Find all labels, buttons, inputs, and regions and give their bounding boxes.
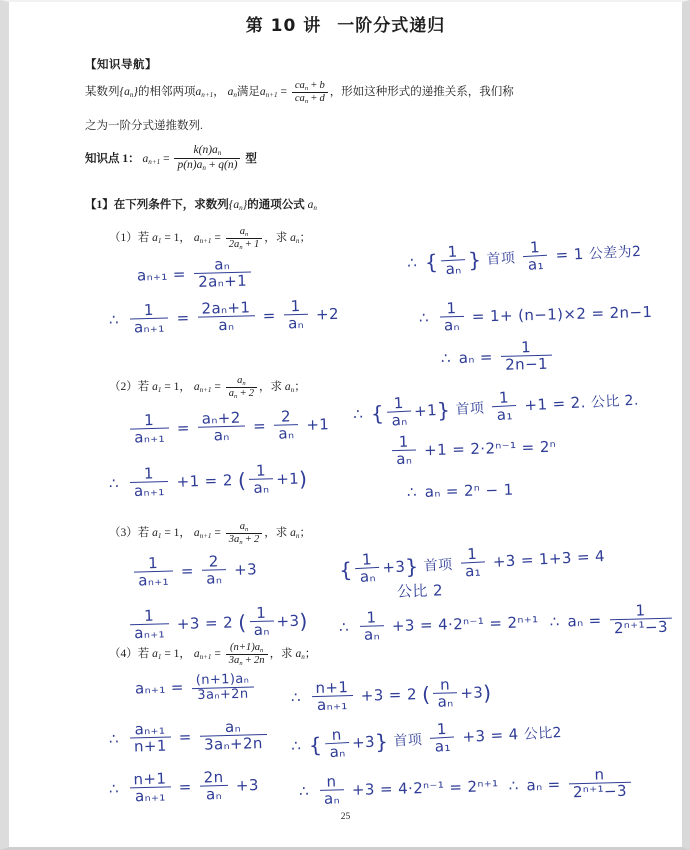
problem-2-number: （2）	[109, 381, 138, 394]
hw-p3-r1-f-den: a₁	[461, 562, 486, 580]
hw-p3-line2: $\frac{1}{\text{aₙ₊₁}}$ +3 = 2 ( $\frac{1}{\text{aₙ}}$ +3)	[127, 604, 309, 642]
hw-p1-r2-therefore: ∴	[418, 308, 429, 327]
hw-p1-r2-rhs: = 1+ (n−1)×2 = 2n−1	[471, 302, 653, 326]
hw-p1-r1-f-num: 1	[529, 238, 541, 257]
page-title	[9, 11, 682, 36]
hw-p3-r1-set-den: aₙ	[355, 567, 380, 585]
page-sheet	[9, 2, 682, 847]
hw-p1-r1-f-den: a₁	[523, 255, 548, 273]
hw-p4-l3-f2	[199, 769, 228, 803]
hw-p2-l1-f1-num: 1	[143, 410, 155, 430]
hw-p1-l1-den: 2aₙ+1	[194, 272, 251, 291]
hw-p1-right-line3	[441, 339, 556, 375]
hw-p2-l1-f2-den: aₙ	[198, 426, 245, 444]
hw-p2-l1-f1-den: aₙ₊₁	[130, 428, 169, 446]
hw-p2-l2-f1-num: 1	[143, 464, 155, 483]
hw-p3-l2-f1-num: 1	[143, 606, 155, 625]
exercise-stem: 【1】在下列条件下，求数列$\{a_n\}$的通项公式 $a_n$	[85, 199, 317, 212]
hw-p3-r2-f-num: 1	[366, 608, 377, 627]
hw-p2-r1-set	[386, 394, 412, 429]
guide-text-a: 某数列	[85, 86, 120, 99]
problem-3-qiu: ，求	[264, 527, 288, 540]
hw-p2-l1-f3-den: aₙ	[274, 424, 298, 442]
hw-p2-right-line2	[389, 430, 557, 468]
hw-p3-r2-therefore: ∴	[338, 618, 349, 637]
hw-p1-line2	[109, 297, 340, 336]
hw-p1-l2-tail: +2	[315, 304, 340, 324]
problem-2-end: ；	[294, 381, 306, 394]
hw-p4-r2-set-den: aₙ	[325, 742, 350, 760]
hw-p3-r3-lhs: aₙ =	[567, 611, 602, 631]
problem-4-ruo: 若	[137, 648, 150, 661]
hw-p4-r3-therefore: ∴	[298, 782, 309, 801]
guide-text-e: ，形如这种形式的递推关系，我们称	[329, 86, 514, 99]
hw-p3-r3-therefore: ∴	[549, 612, 560, 631]
hw-p4-r3-f	[319, 773, 344, 807]
hw-p2-right-line3	[407, 481, 514, 502]
hw-p1-l1-lead: aₙ₊₁ =	[136, 265, 187, 285]
problem-4-number: （4）	[109, 648, 138, 661]
problem-1-number: （1）	[109, 232, 138, 245]
hw-p1-r2-f-num: 1	[446, 299, 457, 318]
hw-p4-r2-f	[429, 721, 455, 756]
hw-p1-r1-f	[523, 239, 549, 274]
exercise-tag: 【1】	[85, 199, 114, 211]
hw-p4-r3-therefore2: ∴	[508, 776, 519, 795]
problem-1-end: ；	[299, 232, 311, 245]
hw-p1-l2-f3-num: 1	[290, 296, 301, 316]
hw-p1-l2-f3	[283, 298, 308, 332]
hw-p3-right-ratio: 公比 2	[396, 581, 444, 601]
hw-p4-l2-f2-num: aₙ	[224, 717, 242, 737]
hw-p3-l2-f1	[130, 607, 170, 641]
hw-p4-r2-set	[324, 726, 350, 761]
hw-p4-r1-mid: +3 = 2	[360, 685, 418, 705]
hw-p3-l2-f2-num: 1	[256, 603, 267, 622]
hw-p4-r3-ans	[568, 766, 631, 801]
hw-p4-r2-cn1: 首项	[393, 732, 423, 750]
hw-p2-r1-eq: +1 = 2.	[524, 393, 587, 415]
problem-2-qiu: ，求	[259, 381, 282, 394]
knowledge-point-suffix: 型	[245, 152, 257, 165]
hw-p4-l1-num: (n+1)aₙ	[195, 671, 250, 688]
hw-p4-r3-num: n	[594, 765, 605, 784]
knowledge-point-fraction: $\frac{k(n)a_n}{p(n)a_n + q(n)}$	[174, 144, 240, 173]
hw-p4-l1-lead: aₙ₊₁ =	[134, 678, 185, 698]
hw-p2-l1-eq1: =	[176, 418, 191, 438]
hw-p4-r2-set-tail: +3	[351, 732, 376, 752]
hw-p3-l1-f2-den: aₙ	[202, 569, 226, 587]
guide-text-c: ，	[213, 86, 225, 99]
hw-p4-l3-f2-den: aₙ	[200, 785, 228, 803]
hw-p2-r3-rhs: aₙ = 2ⁿ − 1	[424, 480, 514, 501]
hw-p4-r1-f1-den: aₙ₊₁	[312, 695, 353, 713]
hw-p1-r3-therefore: ∴	[440, 349, 451, 368]
hw-p2-r2-f	[392, 433, 417, 467]
problem-3-fraction: $\frac{a_n}{3a_n + 2}$	[226, 521, 263, 546]
guide-fraction: $\frac{ca_n + b}{ca_n + d}$	[292, 80, 328, 105]
hw-p1-r1-cn1: 首项	[486, 250, 516, 268]
problem-1-statement: （1）若 $a_1 = 1$， $a_{n+1}$ = $\frac{a_n}{2a_n + 1}$ ，求 $a_n$；	[109, 226, 311, 251]
hw-p4-r2-set-num: n	[331, 725, 343, 744]
hw-p3-r2-f-den: aₙ	[360, 625, 384, 643]
hw-p4-r3-den: 2ⁿ⁺¹−3	[569, 782, 631, 801]
hw-p2-r2-f-num: 1	[398, 432, 409, 451]
hw-p1-r1-cn2: 公差为2	[588, 243, 642, 263]
hw-p2-r1-f-num: 1	[498, 388, 510, 407]
hw-p4-r3-rhs: +3 = 4·2ⁿ⁻¹ = 2ⁿ⁺¹	[351, 777, 499, 799]
hw-p1-r1-set	[440, 243, 466, 278]
hw-p3-right-line2	[339, 602, 675, 644]
hw-p3-l1-f2-num: 2	[208, 552, 219, 571]
hw-p1-right-line2	[419, 295, 653, 334]
title-prefix: 第 10 讲	[245, 16, 322, 36]
hw-p1-l2-f2	[197, 299, 255, 334]
hw-p4-right-line3	[299, 766, 634, 808]
hw-p3-r3-f	[609, 602, 672, 637]
problem-4-statement: （4）若 $a_1 = 1$， $a_{n+1}$ = $\frac{(n+1)a_n}{3a_n + 2n}$ ，求 $a_n$；	[109, 642, 317, 667]
hw-p4-l2-f2	[199, 718, 267, 753]
problem-3-ruo: 若	[137, 527, 150, 540]
hw-p4-right-line1: ∴ $\frac{n+1}{\text{aₙ₊₁}}$ +3 = 2 ( $\frac{n}{\text{aₙ}}$ +3)	[290, 675, 492, 715]
hw-p4-l1-den: 3aₙ+2n	[192, 687, 254, 704]
hw-p1-r2-f-den: aₙ	[440, 316, 464, 334]
hw-p4-r3-f-num: n	[326, 772, 337, 791]
hw-p1-r3-lhs: aₙ =	[458, 348, 494, 367]
hw-p1-l2-f1	[129, 301, 169, 335]
hw-p4-l3-therefore: ∴	[108, 779, 119, 798]
problem-1-qiu: ，求	[264, 232, 288, 245]
hw-p2-l1-f2-num: aₙ+2	[201, 408, 241, 428]
problem-1-ruo: 若	[137, 232, 150, 245]
hw-p4-right-line2: ∴ { $\frac{n}{\text{aₙ}}$ +3} 首项 $\frac{1}{\text{a₁}}$ +3 = 4 公比2	[290, 719, 563, 762]
hw-p4-l1-f	[192, 672, 254, 703]
hw-p2-r1-set-den: aₙ	[387, 411, 412, 429]
hw-p3-r2-f	[359, 609, 384, 643]
guide-heading: 【知识导航】	[85, 59, 157, 71]
hw-p1-l2-f2-den: aₙ	[198, 315, 255, 334]
hw-p1-l2-f2-num: 2aₙ+1	[201, 298, 251, 318]
guide-paragraph-line1: 某数列$\{a_n\}$的相邻两项$a_{n+1}$， $a_n$满足$a_{n+1}$ = $\frac{ca_n + b}{ca_n + d}$ ，形如这种形式的递推关系，我们称	[85, 80, 514, 105]
hw-p4-r1-f2-num: n	[439, 675, 451, 694]
hw-p2-r1-therefore: ∴	[352, 404, 364, 424]
hw-p2-line2: ∴ $\frac{1}{\text{aₙ₊₁}}$ +1 = 2 ( $\frac{1}{\text{aₙ}}$ +1)	[108, 461, 308, 501]
hw-p3-r1-set-num: 1	[361, 550, 373, 569]
hw-p2-l1-tail: +1	[306, 415, 330, 434]
hw-p1-r1-set-num: 1	[447, 242, 459, 261]
hw-p4-r2-f-num: 1	[436, 719, 448, 739]
hw-p3-r3-den: 2ⁿ⁺¹−3	[610, 618, 672, 637]
hw-p1-l2-f1-den: aₙ₊₁	[130, 318, 169, 336]
hw-p4-l3-tail: +3	[235, 775, 260, 795]
hw-p2-r1-cn1: 首项	[455, 400, 485, 419]
hw-p4-l3-eq: =	[178, 777, 192, 797]
hw-p3-l1-f1-den: aₙ₊₁	[134, 571, 173, 589]
hw-p1-l2-eq1: =	[176, 308, 190, 328]
hw-p3-r1-f-num: 1	[466, 544, 478, 564]
hw-p3-l1-f1	[134, 555, 174, 589]
hw-p2-r3-therefore: ∴	[406, 483, 417, 502]
problem-4-qiu: ，求	[269, 648, 293, 661]
hw-p3-right-line1: { $\frac{1}{\text{aₙ}}$ +3} 首项 $\frac{1}{\text{a₁}}$ +3 = 1+3 = 4	[338, 544, 606, 587]
hw-p3-l2-tail: +3	[276, 611, 300, 631]
hw-p2-l1-f3-num: 2	[280, 407, 292, 426]
hw-p1-r2-f	[439, 300, 464, 334]
hw-p4-r2-cn2: 公比2	[523, 724, 563, 743]
hw-p4-r1-f1-num: n+1	[315, 678, 349, 697]
hw-p2-l2-f1	[129, 465, 169, 499]
hw-p4-r1-therefore: ∴	[290, 688, 301, 707]
hw-p1-l2-f1-num: 1	[143, 300, 155, 320]
hw-p1-r1-therefore: ∴	[406, 253, 418, 273]
hw-p3-r1-cn1: 首项	[423, 556, 453, 575]
hw-p4-r2-f-den: a₁	[430, 737, 455, 755]
hw-p4-l3-f1	[129, 770, 171, 804]
hw-p3-l1-f1-num: 1	[147, 553, 159, 573]
hw-p4-r3-f-den: aₙ	[320, 789, 344, 807]
hw-p4-l3-f2-num: 2n	[203, 767, 224, 787]
hw-p4-l2-eq: =	[178, 727, 192, 747]
hw-p4-l2-f1	[129, 720, 171, 754]
hw-p4-l3-f1-den: aₙ₊₁	[130, 787, 171, 805]
hw-p2-l1-eq2: =	[252, 416, 267, 436]
exercise-stem-b: 的通项公式	[247, 199, 305, 211]
hw-p3-r3-num: 1	[635, 601, 646, 620]
hw-p4-r1-f1	[311, 679, 353, 713]
hw-p2-line1	[127, 407, 330, 446]
hw-p2-right-line1: ∴ { $\frac{1}{\text{aₙ}}$ +1} 首项 $\frac{1}{\text{a₁}}$ +1 = 2. 公比 2.	[352, 388, 640, 430]
hw-p1-l2-eq2: =	[262, 306, 276, 325]
hw-p3-r2-rhs: +3 = 4·2ⁿ⁻¹ = 2ⁿ⁺¹	[391, 613, 539, 635]
hw-p1-l2-therefore: ∴	[108, 310, 119, 329]
hw-p4-l2-f1-den: n+1	[130, 737, 171, 755]
hw-p4-r1-f2-den: aₙ	[433, 692, 457, 710]
page-number: 25	[340, 812, 351, 822]
hw-p3-l1-tail: +3	[233, 560, 258, 579]
problem-2-statement: （2）若 $a_1 = 1$， $a_{n+1}$ = $\frac{a_n}{a_n + 2}$ ，求 $a_n$；	[109, 375, 306, 400]
hw-p1-r1-set-den: aₙ	[441, 259, 466, 277]
title-main: 一阶分式递归	[337, 16, 446, 36]
hw-p4-l2-f2-den: 3aₙ+2n	[200, 734, 267, 753]
hw-p4-l3-f1-num: n+1	[133, 769, 167, 789]
hw-p3-l1-eq: =	[180, 561, 195, 581]
hw-p2-l2-mid: +1 = 2	[176, 471, 233, 491]
hw-p2-r1-cn2: 公比 2.	[590, 392, 640, 411]
problem-3-end: ；	[299, 527, 311, 540]
hw-p4-line1	[135, 672, 257, 704]
hw-p2-l2-tail: +1	[275, 469, 300, 489]
knowledge-point-1: 知识点 1： $a_{n+1}$ = $\frac{k(n)a_n}{p(n)a_n + q(n)}$ 型	[85, 144, 257, 172]
hw-p2-l1-f3	[274, 408, 299, 442]
hw-p3-l2-f2-den: aₙ	[250, 621, 274, 639]
knowledge-point-label: 知识点 1：	[85, 152, 140, 165]
hw-p1-r3-num: 1	[520, 338, 532, 357]
hw-p1-right-line1: ∴ { $\frac{1}{\text{aₙ}}$ } 首项 $\frac{1}{\text{a₁}}$ = 1 公差为2	[406, 238, 642, 279]
guide-text-b: 的相邻两项	[138, 86, 196, 99]
hw-p2-r1-f-den: a₁	[492, 405, 517, 423]
hw-p2-l2-f2-den: aₙ	[249, 478, 273, 496]
hw-p3-l2-f1-den: aₙ₊₁	[130, 623, 169, 641]
hw-p4-l2-therefore: ∴	[108, 729, 119, 749]
problem-3-number: （3）	[109, 527, 138, 540]
hw-p1-r1-eq: = 1	[555, 244, 585, 265]
hw-p3-r1-set	[355, 551, 381, 586]
problem-4-end: ；	[304, 648, 317, 661]
hw-p4-r2-eq: +3 = 4	[462, 725, 520, 747]
hw-p3-r1-eq: +3 = 1+3 = 4	[492, 546, 606, 571]
hw-p2-l1-f1	[130, 412, 170, 446]
hw-p4-line2	[109, 718, 270, 756]
hw-p2-l2-f1-den: aₙ₊₁	[130, 481, 169, 499]
hw-p1-l1-num: aₙ	[213, 255, 231, 274]
hw-p3-r1-set-tail: +3	[381, 557, 406, 577]
problem-4-fraction: $\frac{(n+1)a_n}{3a_n + 2n}$	[226, 642, 268, 667]
hw-p1-line1	[137, 255, 255, 291]
problem-1-fraction: $\frac{a_n}{2a_n + 1}$	[226, 226, 263, 251]
problem-3-statement: （3）若 $a_1 = 1$， $a_{n+1}$ = $\frac{a_n}{3a_n + 2}$ ，求 $a_n$；	[109, 521, 311, 546]
hw-p1-r3-f	[501, 339, 553, 374]
hw-p4-r3-lhs: aₙ =	[526, 775, 561, 795]
hw-p2-r2-f-den: aₙ	[392, 450, 416, 468]
hw-p1-l2-f3-den: aₙ	[284, 314, 308, 332]
hw-p3-r1-f	[460, 545, 486, 580]
guide-paragraph-line2: 之为一阶分式递推数列.	[85, 120, 203, 132]
guide-text-d: 满足	[236, 86, 260, 99]
hw-p4-r1-tail: +3	[460, 683, 484, 703]
hw-p2-r1-set-tail: +1	[413, 401, 438, 421]
hw-p1-r3-den: 2n−1	[501, 355, 552, 374]
hw-p4-r2-therefore: ∴	[290, 736, 302, 756]
hw-p1-l1-fraction	[194, 256, 252, 291]
hw-p2-l2-f2-num: 1	[255, 461, 267, 480]
hw-p4-r1-f2	[433, 676, 458, 710]
problem-2-fraction: $\frac{a_n}{a_n + 2}$	[226, 375, 257, 400]
hw-p2-l2-f2	[249, 462, 274, 496]
hw-p4-line3	[109, 768, 260, 805]
hw-p2-r2-rhs: +1 = 2·2ⁿ⁻¹ = 2ⁿ	[423, 437, 557, 460]
hw-p2-l2-therefore: ∴	[108, 474, 119, 493]
hw-p4-l2-f1-num: aₙ₊₁	[134, 719, 166, 739]
hw-p2-r1-f	[491, 389, 517, 424]
hw-p2-r1-set-num: 1	[393, 393, 405, 413]
hw-p3-l1-f2	[202, 553, 227, 587]
hw-p3-line1	[131, 552, 258, 589]
exercise-stem-a: 在下列条件下，求数列	[113, 199, 229, 211]
hw-p2-l1-f2	[198, 410, 246, 445]
hw-p3-l2-mid: +3 = 2	[176, 613, 234, 633]
hw-p3-l2-f2	[249, 605, 274, 639]
problem-2-ruo: 若	[137, 381, 150, 394]
